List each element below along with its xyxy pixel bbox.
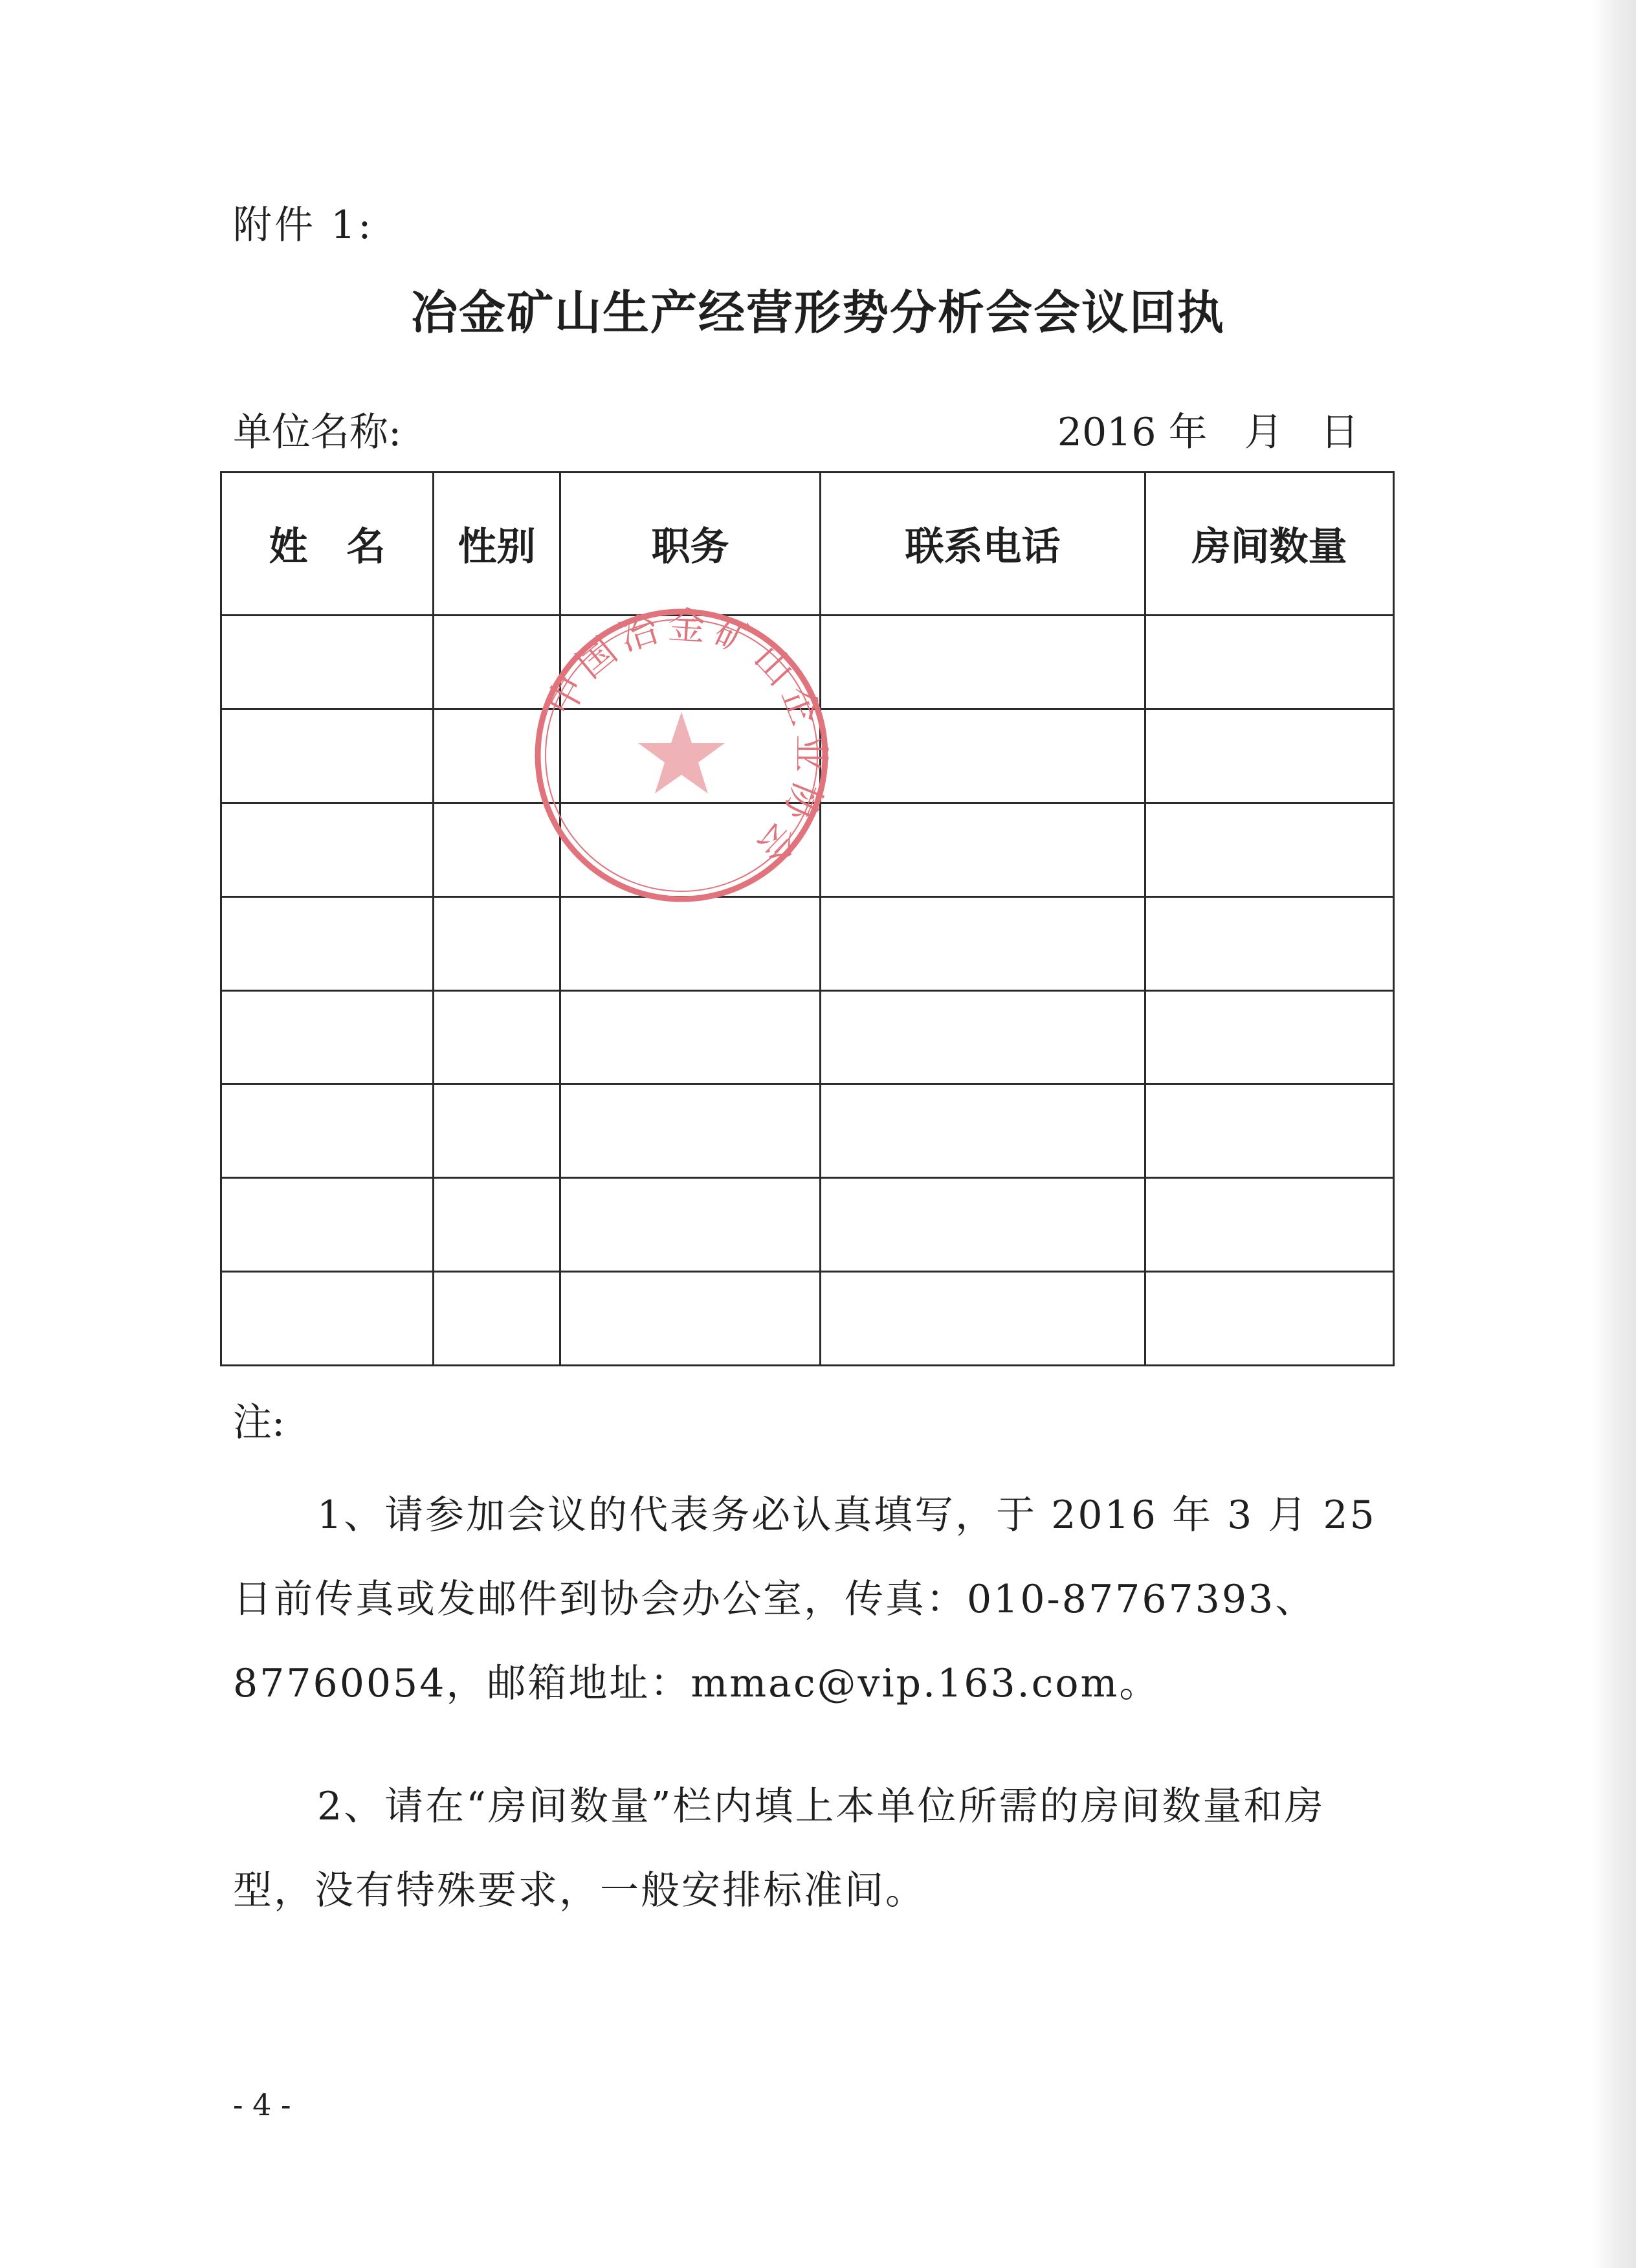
header-position: 职务 [560, 472, 821, 616]
notes-label: 注: [233, 1400, 285, 1445]
table-cell [434, 1084, 560, 1178]
unit-name-label: 单位名称: [233, 410, 402, 455]
table-cell [1145, 803, 1394, 896]
table-cell [560, 1084, 821, 1178]
table-cell [434, 1272, 560, 1366]
document-title: 冶金矿山生产经营形势分析会会议回执 [410, 285, 1225, 340]
table-cell [221, 803, 434, 896]
table-cell [560, 1178, 821, 1272]
header-name: 姓 名 [221, 472, 434, 616]
table-header-row [221, 472, 1394, 616]
table-row [221, 896, 1394, 990]
table-row [221, 1272, 1394, 1366]
table-cell [221, 709, 434, 803]
red-seal-stamp [529, 603, 834, 907]
table-row [221, 990, 1394, 1084]
table-row [221, 1084, 1394, 1178]
table-cell [1145, 616, 1394, 709]
table-cell [221, 1178, 434, 1272]
date-line: 2016 年 月 日 [1057, 410, 1359, 455]
seal-star-icon [638, 712, 725, 794]
table-cell [1145, 1178, 1394, 1272]
table-cell [821, 616, 1145, 709]
table-cell [821, 1272, 1145, 1366]
table-cell [560, 990, 821, 1084]
table-cell [434, 1178, 560, 1272]
table-cell [560, 896, 821, 990]
notes-section [233, 1392, 1385, 1972]
header-phone: 联系电话 [821, 472, 1145, 616]
header-gender: 性别 [434, 472, 560, 616]
table-cell [1145, 1272, 1394, 1366]
attachment-label: 附件 1: [233, 203, 374, 248]
table-cell [434, 990, 560, 1084]
table-cell [221, 990, 434, 1084]
table-cell [1145, 709, 1394, 803]
table-cell [821, 990, 1145, 1084]
table-cell [1145, 1084, 1394, 1178]
note-item-1: 1、请参加会议的代表务必认真填写，于 2016 年 3 月 25 日前传真或发邮件到协会办公室，传真：010-87767393、87760054，邮箱地址：mmac@vip.163.com。 [233, 1493, 1376, 1706]
table-cell [821, 803, 1145, 896]
table-cell [821, 709, 1145, 803]
table-cell [1145, 990, 1394, 1084]
header-room-count: 房间数量 [1145, 472, 1394, 616]
table-cell [221, 616, 434, 709]
table-cell [221, 1084, 434, 1178]
note-item-2: 2、请在“房间数量”栏内填上本单位所需的房间数量和房型，没有特殊要求，一般安排标准间。 [233, 1784, 1325, 1913]
table-cell [434, 896, 560, 990]
table-row [221, 1178, 1394, 1272]
table-cell [221, 896, 434, 990]
seal-text: 中国冶金矿山企业协会 [538, 603, 834, 876]
page-number: - 4 - [233, 2087, 291, 2122]
table-cell [821, 896, 1145, 990]
table-cell [1145, 896, 1394, 990]
table-cell [221, 1272, 434, 1366]
table-cell [821, 1084, 1145, 1178]
table-cell [560, 1272, 821, 1366]
table-cell [821, 1178, 1145, 1272]
